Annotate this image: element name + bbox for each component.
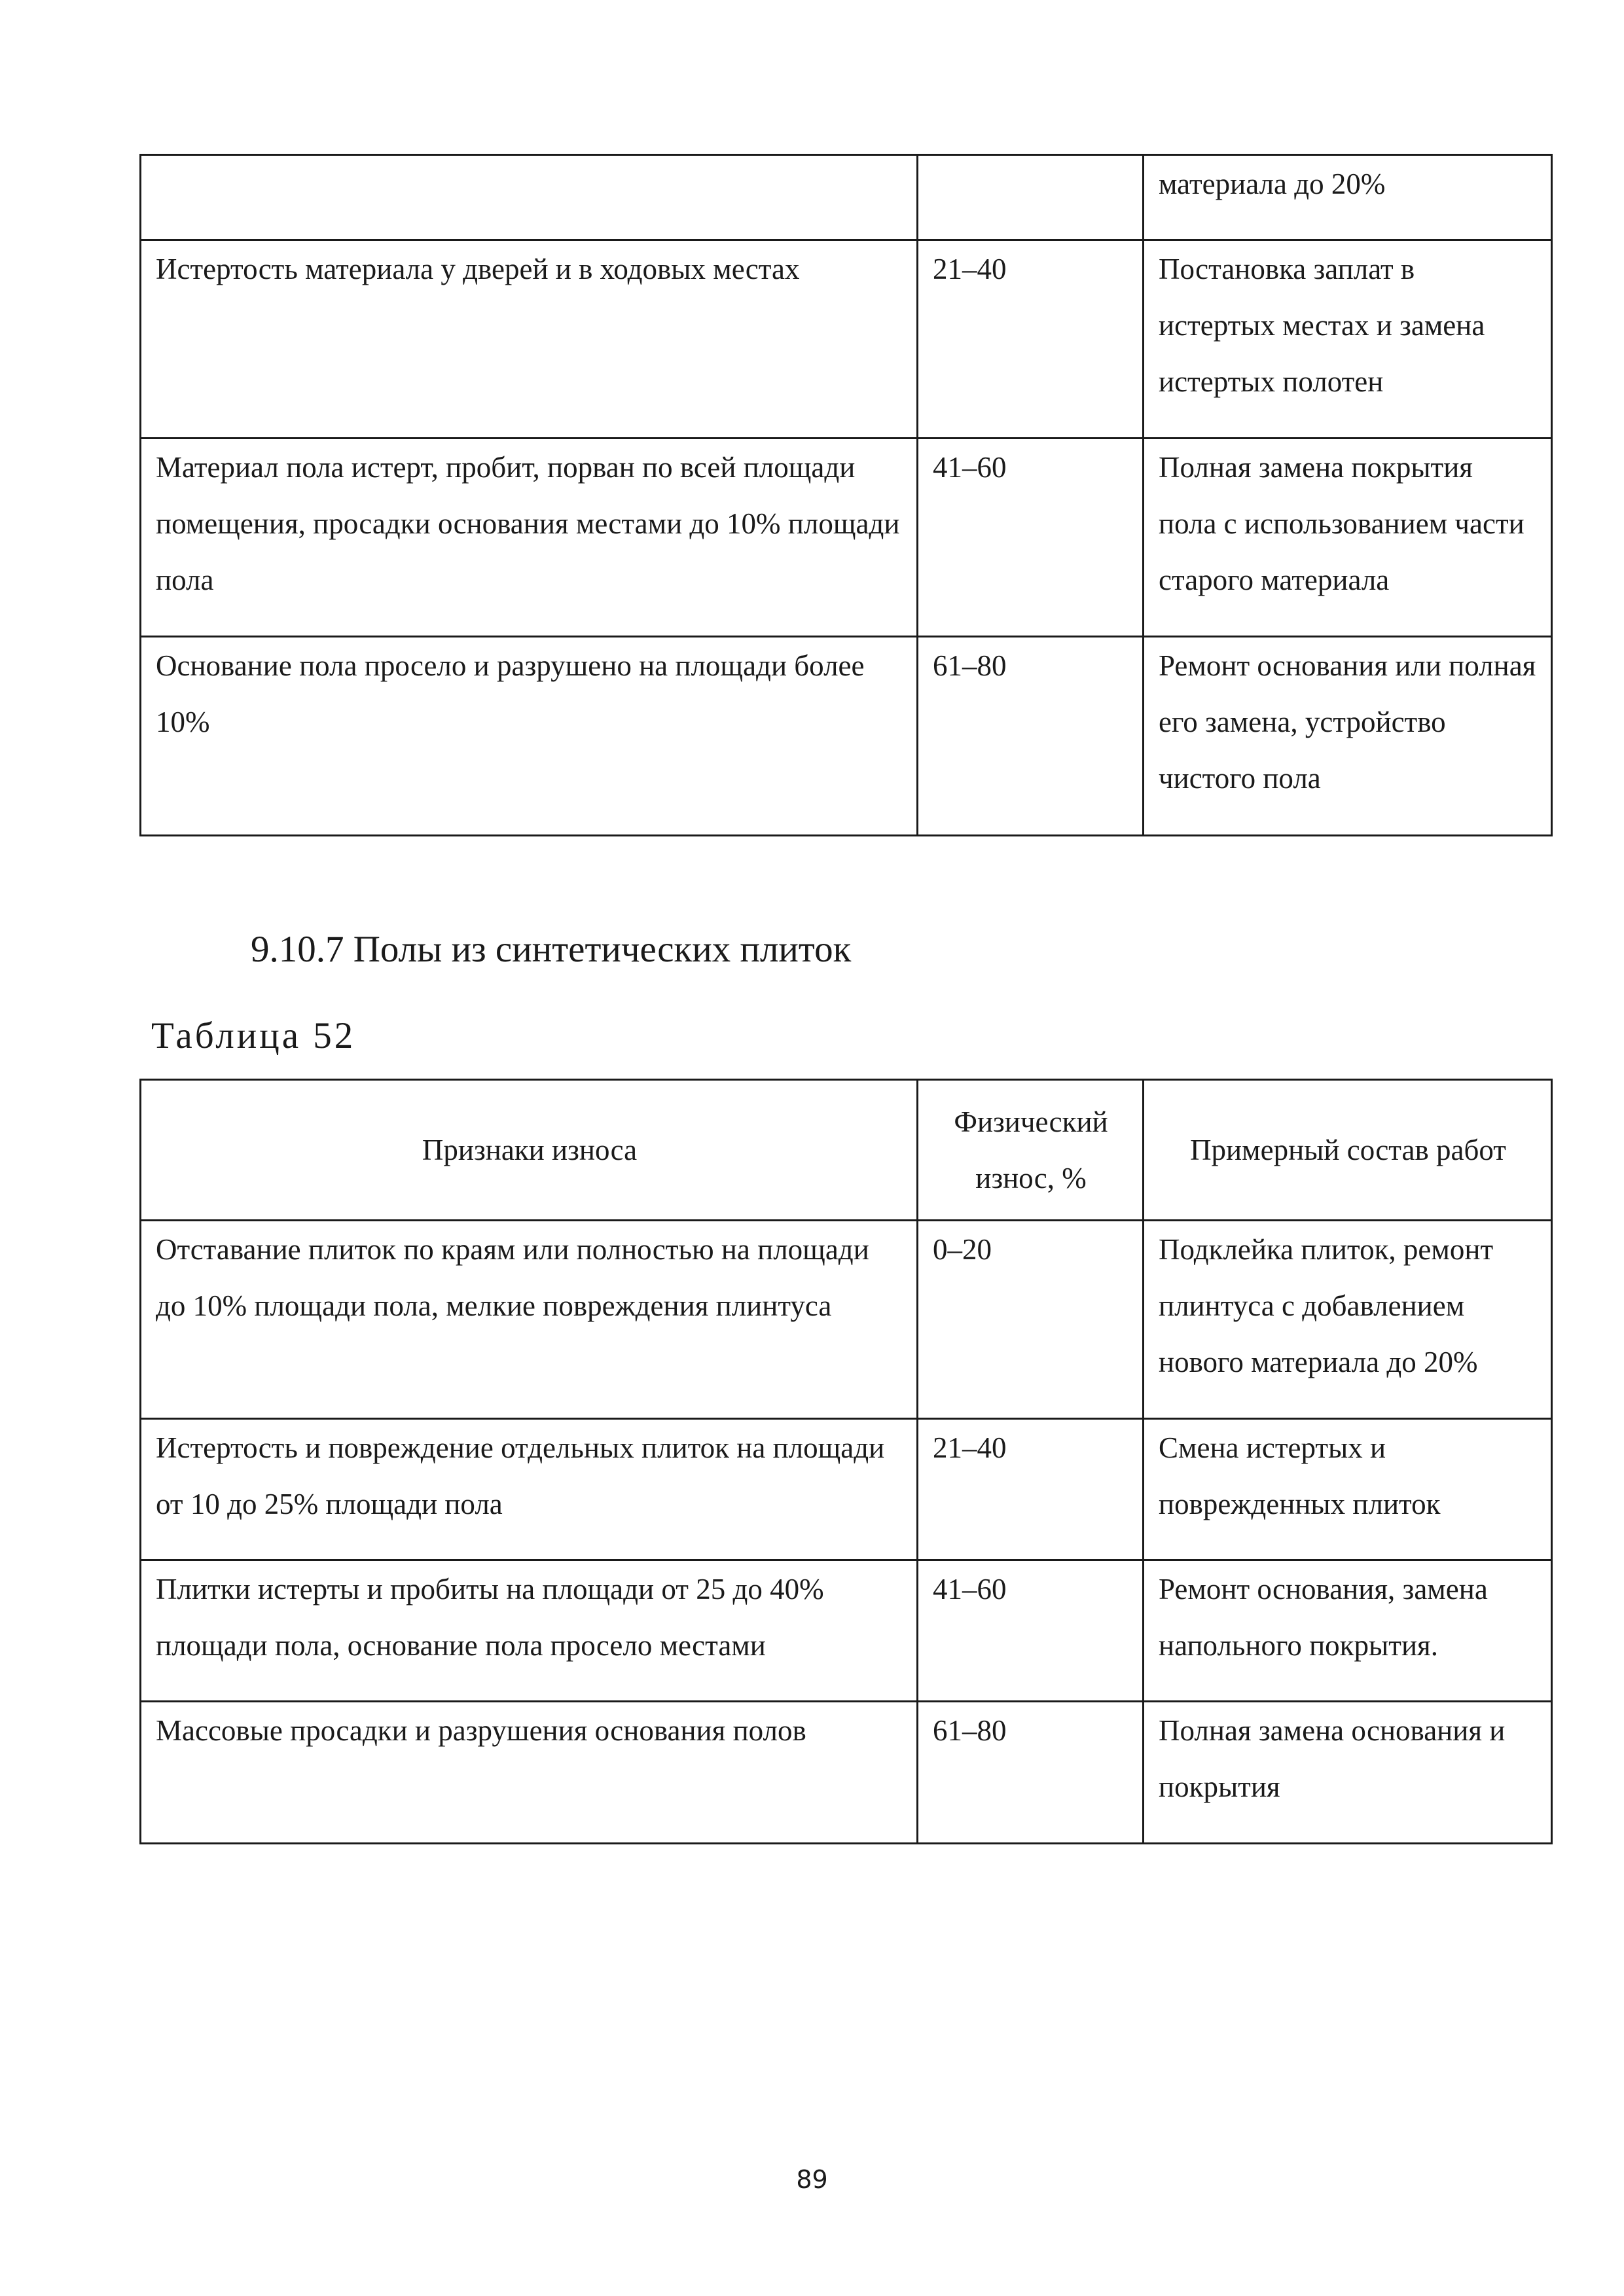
- page-number: 89: [796, 2165, 828, 2194]
- table-row: [141, 1221, 1552, 1419]
- wear-cell: 41–60: [918, 439, 1144, 637]
- wear-cell: 21–40: [918, 1419, 1144, 1560]
- works-cell: Ремонт основания или полная его замена, устройство чистого пола: [1144, 637, 1552, 836]
- table-row: [141, 637, 1552, 836]
- works-cell: Подклейка плиток, ремонт плинтуса с добавлением нового материала до 20%: [1144, 1221, 1552, 1419]
- section-heading: 9.10.7 Полы из синтетических плиток: [251, 929, 852, 970]
- wear-cell: 61–80: [918, 637, 1144, 836]
- table-row: [141, 439, 1552, 637]
- table-row: [141, 1560, 1552, 1702]
- synthetic-tiles-wear-table: [139, 1079, 1553, 1844]
- wear-cell: 61–80: [918, 1702, 1144, 1844]
- table-row: [141, 1419, 1552, 1560]
- wear-cell: 0–20: [918, 1221, 1144, 1419]
- works-cell: Ремонт основания, замена напольного покрытия.: [1144, 1560, 1552, 1702]
- table-caption: Таблица 52: [151, 1015, 356, 1056]
- works-cell: Полная замена покрытия пола с использованием части старого материала: [1144, 439, 1552, 637]
- signs-cell: Основание пола просело и разрушено на площади более 10%: [141, 637, 918, 836]
- wear-cell: 21–40: [918, 240, 1144, 439]
- works-cell: Полная замена основания и покрытия: [1144, 1702, 1552, 1844]
- signs-cell: Массовые просадки и разрушения основания полов: [141, 1702, 918, 1844]
- table-row: [141, 240, 1552, 439]
- signs-cell: Плитки истерты и пробиты на площади от 25 до 40% площади пола, основание пола просело местами: [141, 1560, 918, 1702]
- signs-cell: [141, 155, 918, 240]
- wear-cell: [918, 155, 1144, 240]
- works-cell: Смена истертых и поврежденных плиток: [1144, 1419, 1552, 1560]
- signs-cell: Материал пола истерт, пробит, порван по всей площади помещения, просадки основания местами до 10% площади пола: [141, 439, 918, 637]
- works-cell: Постановка заплат в истертых местах и замена истертых полотен: [1144, 240, 1552, 439]
- works-cell: материала до 20%: [1144, 155, 1552, 240]
- wear-cell: 41–60: [918, 1560, 1144, 1702]
- table-row: [141, 155, 1552, 240]
- signs-cell: Отставание плиток по краям или полностью на площади до 10% площади пола, мелкие повреждения плинтуса: [141, 1221, 918, 1419]
- header-works: Примерный состав работ: [1144, 1080, 1552, 1221]
- header-wear: Физический износ, %: [918, 1080, 1144, 1221]
- table-header-row: [141, 1080, 1552, 1221]
- continued-wear-table: [139, 154, 1553, 836]
- signs-cell: Истертость и повреждение отдельных плиток на площади от 10 до 25% площади пола: [141, 1419, 918, 1560]
- table-row: [141, 1702, 1552, 1844]
- header-signs: Признаки износа: [141, 1080, 918, 1221]
- signs-cell: Истертость материала у дверей и в ходовых местах: [141, 240, 918, 439]
